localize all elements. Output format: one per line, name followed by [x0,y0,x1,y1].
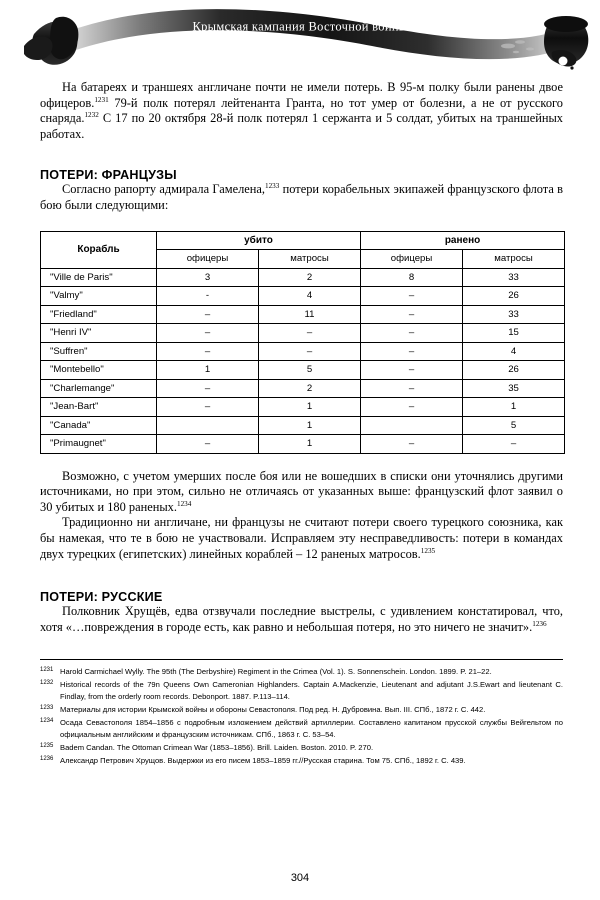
cell-killed-officers: – [157,398,259,417]
table-row [41,287,565,306]
column-group-header-killed: убито [157,231,361,250]
cell-killed-sailors: 1 [259,416,361,435]
cell-killed-officers: - [157,287,259,306]
cell-ship-name: "Suffren" [41,342,157,361]
cell-ship-name: "Canada" [41,416,157,435]
cell-wounded-officers: – [361,398,463,417]
footnote-item [40,755,563,767]
cell-wounded-sailors: 33 [463,268,565,287]
footnote-list [40,666,563,766]
paragraph-text: Традиционно ни англичане, ни французы не считают потери своего турецкого союзника, как бы намекая, что те в бою не участвовали. Исправляем эту несправедливость: потери в командах двух турецких (египетских) линейных кораблей – 12 раненых матросов. [40,515,563,561]
cell-killed-officers [157,416,259,435]
table-row [41,379,565,398]
cell-killed-officers: 3 [157,268,259,287]
cell-killed-officers: 1 [157,361,259,380]
footnote-number: 1234 [40,718,54,725]
cell-ship-name: "Montebello" [41,361,157,380]
paragraph-french-lead [40,182,563,213]
footnote-number: 1232 [40,680,54,687]
footnote-text: Осада Севастополя 1854–1856 с подробным изложением действий артиллерии. Составлено капитаном прусской службы Вейгельтом по официальным английским и французским источникам. СПб., 1863 г. С. 53–54. [60,718,563,739]
cell-wounded-officers: – [361,287,463,306]
cell-ship-name: "Jean-Bart" [41,398,157,417]
cell-killed-sailors: 11 [259,305,361,324]
table-head [41,231,565,268]
cell-wounded-officers: – [361,361,463,380]
cell-ship-name: "Primaugnet" [41,435,157,454]
paragraph-text: Полковник Хрущёв, едва отзвучали последние выстрелы, с удивлением констатировал, что, хотя «…повреждения в городе есть, как равно и небольшая потеря, но это ничего не значит». [40,604,563,634]
column-header-wounded-officers: офицеры [361,250,463,269]
cell-wounded-sailors: – [463,435,565,454]
paragraph-turkish-losses [40,515,563,562]
paragraph-text: Согласно рапорту адмирала Гамелена, [62,182,265,197]
footnote-ref-1233: 1233 [264,182,280,191]
column-header-killed-officers: офицеры [157,250,259,269]
cell-wounded-sailors: 5 [463,416,565,435]
footnote-text: Александр Петрович Хрущов. Выдержки из его писем 1853–1859 гг.//Русская старина. Том 75. СПб., 1892 г. С. 439. [60,755,466,765]
cell-wounded-sailors: 35 [463,379,565,398]
cell-wounded-sailors: 4 [463,342,565,361]
paragraph-text: потери корабельных экипажей французского флота в бою были следующими: [40,182,563,212]
cell-killed-sailors: 2 [259,268,361,287]
paragraph-english-losses [40,80,563,142]
cell-killed-sailors: 1 [259,435,361,454]
cell-wounded-officers [361,416,463,435]
paragraph-after-table [40,469,563,516]
cell-wounded-officers: – [361,342,463,361]
cell-ship-name: "Friedland" [41,305,157,324]
footnote-text: Материалы для истории Крымской войны и обороны Севастополя. Под ред. Н. Дубровина. Вып. III. СПб., 1872 г. С. 442. [60,705,486,715]
footnote-text: Harold Carmichael Wylly. The 95th (The Derbyshire) Regiment in the Crimea (Vol. 1). S. Sonnenschein. London. 1899. P. 21–22. [60,667,492,677]
footnote-ref-1236: 1236 [532,619,547,628]
column-header-ship: Корабль [41,231,157,268]
footnote-number: 1231 [40,667,54,674]
column-header-killed-sailors: матросы [259,250,361,269]
footnote-ref-1231: 1231 [94,95,109,104]
footnote-number: 1233 [40,705,54,712]
table-row [41,324,565,343]
footnote-item [40,666,563,678]
banner-title: Крымская кампания Восточной войны [192,19,408,34]
cell-wounded-sailors: 15 [463,324,565,343]
cell-wounded-sailors: 26 [463,361,565,380]
paragraph-text: На батареях и траншеях англичане почти не имели потерь. В 95-м полку были ранены двое офицеров. [40,80,563,110]
table-row [41,361,565,380]
cell-wounded-officers: – [361,379,463,398]
cell-killed-officers: – [157,379,259,398]
cell-wounded-officers: – [361,324,463,343]
cell-wounded-officers: 8 [361,268,463,287]
cell-ship-name: "Ville de Paris" [41,268,157,287]
cell-killed-sailors: 2 [259,379,361,398]
footnote-ref-1232: 1232 [84,111,99,120]
table-row [41,435,565,454]
cell-wounded-sailors: 26 [463,287,565,306]
paragraph-text: Возможно, с учетом умерших после боя или не вошедших в списки они уточнялись другими источниками, но при этом, сильно не отличаясь от указанных выше: французский флот заявил о 30 убитых и 180 раненых. [40,468,563,514]
cell-killed-officers: – [157,305,259,324]
footnote-number: 1235 [40,742,54,749]
cell-killed-sailors: – [259,342,361,361]
cell-killed-sailors: 4 [259,287,361,306]
footnote-ref-1234: 1234 [176,499,192,508]
page-header-banner [0,0,600,72]
section-heading-french-losses: ПОТЕРИ: ФРАНЦУЗЫ [40,168,177,183]
table-row [41,268,565,287]
table-row [41,416,565,435]
table-row [41,305,565,324]
page-number: 304 [290,872,310,884]
french-fleet-losses-table [40,231,565,454]
footnote-number: 1236 [40,755,54,762]
column-group-header-wounded: ранено [361,231,565,250]
paragraph-text: 79-й полк потерял лейтенанта Гранта, но тот умер от болезни, а не от русского снаряда. [40,95,563,126]
footnote-item [40,717,563,740]
cell-wounded-sailors: 1 [463,398,565,417]
paragraph-text: С 17 по 20 октября 28-й полк потерял 1 сержанта и 5 солдат, убитых на траншейных работах. [40,111,563,141]
footnote-ref-1235: 1235 [420,546,436,555]
page-content [0,80,600,767]
cell-killed-officers: – [157,324,259,343]
cell-killed-sailors: 5 [259,361,361,380]
cell-killed-sailors: – [259,324,361,343]
footnote-text: Badem Candan. The Ottoman Crimean War (1853–1856). Brill. Laiden. Boston. 2010. P. 270. [60,742,374,752]
footnote-text: Historical records of the 79n Queens Own Cameronian Highlanders. Captain A.Mackenzie, Lieutenant and adjutant J.S.Ewart and lieutenant C. Findlay, from the orderly room records. Debonport. 1887. P.113–114. [60,680,563,701]
footnote-item [40,704,563,716]
table-header-row-groups [41,231,565,250]
table-row [41,342,565,361]
footnote-separator [40,659,563,660]
ribbon-graphic [0,0,600,72]
footnote-item [40,742,563,754]
cell-killed-sailors: 1 [259,398,361,417]
cell-killed-officers: – [157,435,259,454]
footnote-item [40,679,563,702]
table-row [41,398,565,417]
table-body [41,268,565,453]
cell-ship-name: "Henri IV" [41,324,157,343]
cell-ship-name: "Valmy" [41,287,157,306]
section-heading-russian-losses: ПОТЕРИ: РУССКИЕ [40,590,163,605]
cell-killed-officers: – [157,342,259,361]
cell-ship-name: "Charlemange" [41,379,157,398]
paragraph-russian-losses [40,604,563,635]
cell-wounded-sailors: 33 [463,305,565,324]
cell-wounded-officers: – [361,305,463,324]
column-header-wounded-sailors: матросы [463,250,565,269]
cell-wounded-officers: – [361,435,463,454]
